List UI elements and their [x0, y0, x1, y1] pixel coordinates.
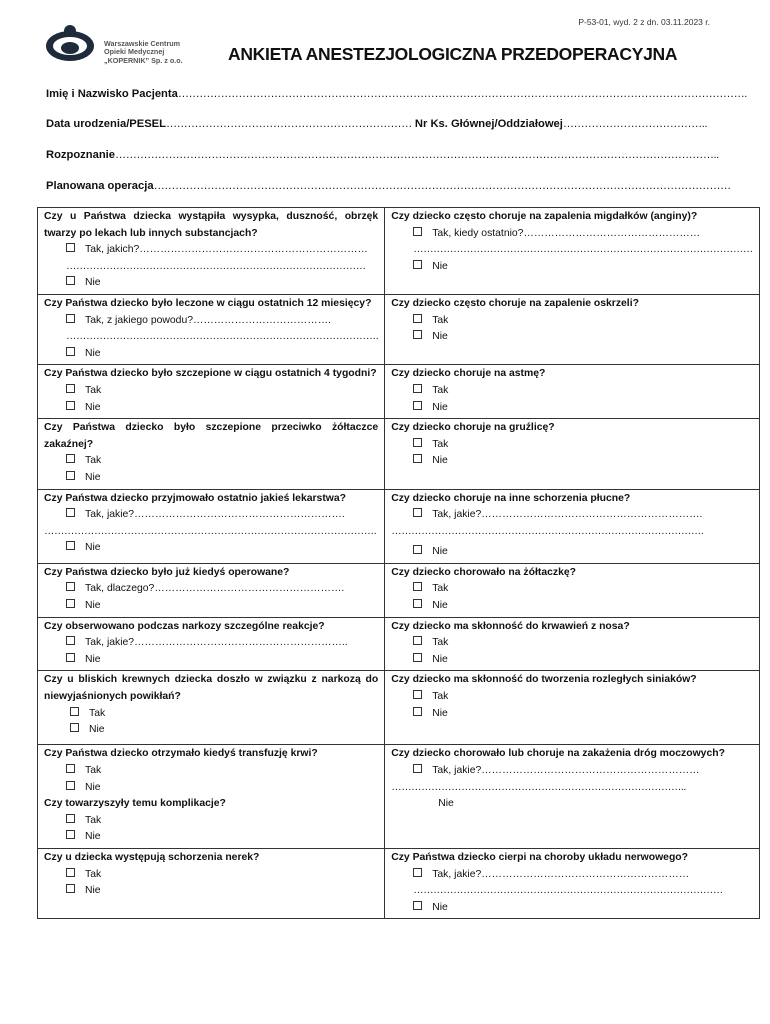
option-yes[interactable]: Tak, jakie?………………………………………………………: [391, 763, 753, 780]
table-row: [38, 745, 760, 849]
birth-date-label: Data urodzenia/PESEL: [46, 118, 166, 130]
checkbox-icon[interactable]: [413, 227, 422, 236]
question-cell: [385, 745, 760, 849]
checkbox-icon[interactable]: [66, 508, 75, 517]
table-row: [38, 419, 760, 489]
option-no[interactable]: Nie: [391, 900, 753, 917]
checkbox-icon[interactable]: [66, 401, 75, 410]
checkbox-icon[interactable]: [66, 599, 75, 608]
checkbox-icon[interactable]: [66, 781, 75, 790]
diagnosis-dots: ……………………………………………………………………………………………………………………………………………………..: [115, 149, 719, 161]
question-cell: [38, 849, 385, 919]
option-yes[interactable]: Tak: [44, 706, 378, 723]
diagnosis-field[interactable]: [46, 149, 719, 161]
checkbox-icon[interactable]: [413, 401, 422, 410]
option-yes[interactable]: Tak, jakie?……………………………………………………..: [44, 635, 378, 652]
checkbox-icon[interactable]: [70, 723, 79, 732]
planned-operation-field[interactable]: [46, 180, 731, 192]
question-text: Czy dziecko chorowało lub choruje na zakażenia dróg moczowych?: [391, 748, 725, 760]
checkbox-icon[interactable]: [66, 541, 75, 550]
option-no[interactable]: Nie: [44, 780, 378, 797]
checkbox-icon[interactable]: [66, 653, 75, 662]
question-cell: [385, 365, 760, 419]
checkbox-icon[interactable]: [70, 707, 79, 716]
checkbox-icon[interactable]: [66, 884, 75, 893]
table-row: [38, 365, 760, 419]
option-no[interactable]: Nie: [391, 329, 753, 346]
patient-name-dots: …………………………………………………………………………………………………………………………………………….: [177, 88, 747, 100]
checkbox-icon[interactable]: [66, 764, 75, 773]
questionnaire-table: [37, 207, 760, 919]
option-no[interactable]: Nie: [391, 259, 753, 276]
question-text: Czy towarzyszyły temu komplikacje?: [44, 798, 226, 810]
question-cell: [38, 745, 385, 849]
question-text: Czy Państwa dziecko było szczepione przeciwko żółtaczce zakaźnej?: [44, 422, 379, 450]
table-row: [38, 849, 760, 919]
option-no[interactable]: Nie: [44, 883, 378, 900]
question-text: Czy u bliskich krewnych dziecka doszło w związku z narkozą do niewyjaśnionych powikłań?: [44, 674, 379, 703]
checkbox-icon[interactable]: [413, 508, 422, 517]
question-text: Czy dziecko często choruje na zapalenie oskrzeli?: [391, 297, 639, 309]
option-yes[interactable]: Tak: [391, 437, 753, 454]
option-yes[interactable]: Tak, jakie?……………………………………………………….: [391, 507, 753, 524]
answer-dots[interactable]: …………………………………………………………………………………………: [413, 244, 753, 256]
birth-date-field[interactable]: [46, 118, 707, 130]
option-yes[interactable]: Tak: [44, 867, 378, 884]
option-yes[interactable]: Tak: [391, 581, 753, 598]
question-text: Czy dziecko choruje na gruźlicę?: [391, 422, 555, 434]
page-title: ANKIETA ANESTEZJOLOGICZNA PRZEDOPERACYJNA: [228, 44, 678, 64]
table-row: [38, 208, 760, 295]
checkbox-icon[interactable]: [66, 243, 75, 252]
option-yes[interactable]: Tak: [44, 453, 378, 470]
option-yes[interactable]: Tak, dlaczego?……………………………………………….: [44, 581, 378, 598]
checkbox-icon[interactable]: [66, 276, 75, 285]
option-yes[interactable]: Tak: [44, 763, 378, 780]
question-cell: [385, 617, 760, 671]
option-no[interactable]: Nie: [391, 400, 753, 417]
checkbox-icon[interactable]: [413, 384, 422, 393]
question-text: Czy dziecko choruje na astmę?: [391, 368, 546, 380]
option-no[interactable]: Nie: [44, 829, 378, 846]
checkbox-icon[interactable]: [66, 814, 75, 823]
book-number-label: Nr Ks. Głównej/Oddziałowej: [411, 118, 563, 130]
answer-dots[interactable]: ……………………………………………………………………………………….: [44, 525, 377, 537]
checkbox-icon[interactable]: [413, 599, 422, 608]
checkbox-icon[interactable]: [413, 707, 422, 716]
diagnosis-label: Rozpoznanie: [46, 149, 115, 161]
option-no[interactable]: Nie: [391, 652, 753, 669]
checkbox-icon[interactable]: [413, 330, 422, 339]
checkbox-icon[interactable]: [66, 471, 75, 480]
checkbox-icon[interactable]: [66, 454, 75, 463]
answer-dots[interactable]: ………………………………………………………………………………….: [66, 331, 379, 343]
option-no[interactable]: Nie: [391, 706, 753, 723]
checkbox-icon[interactable]: [413, 901, 422, 910]
patient-name-field[interactable]: [46, 88, 747, 100]
option-yes[interactable]: Tak: [391, 689, 753, 706]
checkbox-icon[interactable]: [413, 868, 422, 877]
checkbox-icon[interactable]: [413, 690, 422, 699]
option-no[interactable]: Nie: [44, 540, 378, 557]
question-text: Czy u Państwa dziecka wystąpiła wysypka, duszność, obrzęk twarzy po lekach lub innych substancjach?: [44, 211, 379, 239]
option-no[interactable]: Nie: [391, 544, 753, 561]
option-yes[interactable]: Tak: [44, 383, 378, 400]
question-text: Czy dziecko ma skłonność do tworzenia rozległych siniaków?: [391, 674, 697, 686]
document-reference: P-53-01, wyd. 2 z dn. 03.11.2023 r.: [578, 17, 710, 27]
question-cell: [38, 617, 385, 671]
table-row: [38, 489, 760, 563]
patient-name-label: Imię i Nazwisko Pacjenta: [46, 88, 178, 100]
logo-emblem-icon: [44, 24, 100, 64]
checkbox-icon[interactable]: [66, 314, 75, 323]
birth-date-dots: ……………………………………………………………: [165, 118, 412, 130]
company-logo: [44, 24, 204, 64]
question-text: Czy Państwa dziecko było szczepione w ciągu ostatnich 4 tygodni?: [44, 368, 377, 380]
question-text: Czy Państwa dziecko było leczone w ciągu ostatnich 12 miesięcy?: [44, 297, 372, 309]
answer-dots[interactable]: …………………………………………………………………………………: [413, 885, 723, 897]
checkbox-icon[interactable]: [66, 384, 75, 393]
table-row: [38, 617, 760, 671]
option-no[interactable]: Nie: [391, 453, 753, 470]
checkbox-icon[interactable]: [66, 347, 75, 356]
option-yes[interactable]: Tak, jakich?…………………………………………………………: [44, 242, 378, 259]
option-yes[interactable]: Tak: [391, 635, 753, 652]
logo-text: [104, 40, 183, 65]
option-no[interactable]: Nie: [44, 275, 378, 292]
planned-operation-label: Planowana operacja: [46, 180, 154, 192]
option-yes[interactable]: Tak: [44, 813, 378, 830]
option-no[interactable]: Nie: [44, 400, 378, 417]
question-cell: [38, 294, 385, 364]
option-no[interactable]: Nie: [44, 722, 378, 739]
answer-dots[interactable]: ………………………………………………………………………………….: [391, 525, 704, 537]
checkbox-icon[interactable]: [413, 454, 422, 463]
question-text: Czy dziecko ma skłonność do krwawień z nosa?: [391, 620, 630, 632]
table-row: [38, 294, 760, 364]
option-no[interactable]: Nie: [44, 346, 378, 363]
question-cell: [385, 849, 760, 919]
option-no[interactable]: Nie: [44, 598, 378, 615]
checkbox-icon[interactable]: [66, 868, 75, 877]
option-no[interactable]: Nie: [391, 598, 753, 615]
checkbox-icon[interactable]: [413, 314, 422, 323]
option-no[interactable]: Nie: [44, 652, 378, 669]
option-no[interactable]: Nie: [44, 470, 378, 487]
question-cell: [38, 208, 385, 295]
checkbox-icon[interactable]: [413, 582, 422, 591]
question-cell: [38, 671, 385, 745]
table-row: [38, 563, 760, 617]
checkbox-icon[interactable]: [66, 636, 75, 645]
logo-line-2: Opieki Medycznej: [104, 47, 165, 57]
option-yes[interactable]: Tak, kiedy ostatnio?……………………………………………: [391, 226, 753, 243]
option-yes[interactable]: Tak, jakie?……………………………………………………: [391, 867, 753, 884]
question-cell: [385, 489, 760, 563]
question-cell: [38, 563, 385, 617]
logo-line-3: „KOPERNIK” Sp. z o.o.: [104, 55, 183, 65]
planned-operation-dots: ………………………………………………………………………………………………………………………………………………: [153, 180, 731, 192]
answer-dots[interactable]: ………………………………………………………………………………: [66, 260, 366, 272]
checkbox-icon[interactable]: [413, 438, 422, 447]
option-yes[interactable]: Tak, z jakiego powodu?………………………………….: [44, 313, 378, 330]
checkbox-icon[interactable]: [66, 582, 75, 591]
question-cell: [385, 419, 760, 489]
option-no-text[interactable]: Nie: [438, 798, 454, 810]
question-text: Czy Państwa dziecko cierpi na choroby układu nerwowego?: [391, 852, 688, 863]
question-text: Czy Państwa dziecko było już kiedyś operowane?: [44, 566, 290, 578]
question-text: Czy dziecko choruje na inne schorzenia płucne?: [391, 492, 631, 504]
question-cell: [385, 294, 760, 364]
logo-line-1: Warszawskie Centrum: [104, 39, 181, 48]
option-yes[interactable]: Tak: [391, 313, 753, 330]
question-cell: [38, 489, 385, 563]
question-cell: [385, 671, 760, 745]
checkbox-icon[interactable]: [413, 653, 422, 662]
checkbox-icon[interactable]: [413, 636, 422, 645]
option-yes[interactable]: Tak, jakie?…………………………………………………….: [44, 507, 378, 524]
table-row: [38, 671, 760, 745]
question-text: Czy dziecko często choruje na zapalenia migdałków (anginy)?: [391, 211, 698, 222]
checkbox-icon[interactable]: [66, 830, 75, 839]
answer-dots[interactable]: ……………………………………………………………………………..: [391, 781, 686, 793]
question-text: Czy obserwowano podczas narkozy szczególne reakcje?: [44, 620, 325, 632]
question-text: Czy Państwa dziecko otrzymało kiedyś transfuzję krwi?: [44, 748, 318, 760]
question-cell: [385, 563, 760, 617]
question-cell: [385, 208, 760, 295]
checkbox-icon[interactable]: [413, 260, 422, 269]
book-number-dots: …………………………………..: [562, 118, 708, 130]
checkbox-icon[interactable]: [413, 545, 422, 554]
question-cell: [38, 365, 385, 419]
question-cell: [38, 419, 385, 489]
checkbox-icon[interactable]: [413, 764, 422, 773]
question-text: Czy Państwa dziecko przyjmowało ostatnio jakieś lekarstwa?: [44, 492, 347, 504]
question-text: Czy dziecko chorowało na żółtaczkę?: [391, 566, 576, 578]
option-yes[interactable]: Tak: [391, 383, 753, 400]
question-text: Czy u dziecka występują schorzenia nerek?: [44, 852, 260, 863]
